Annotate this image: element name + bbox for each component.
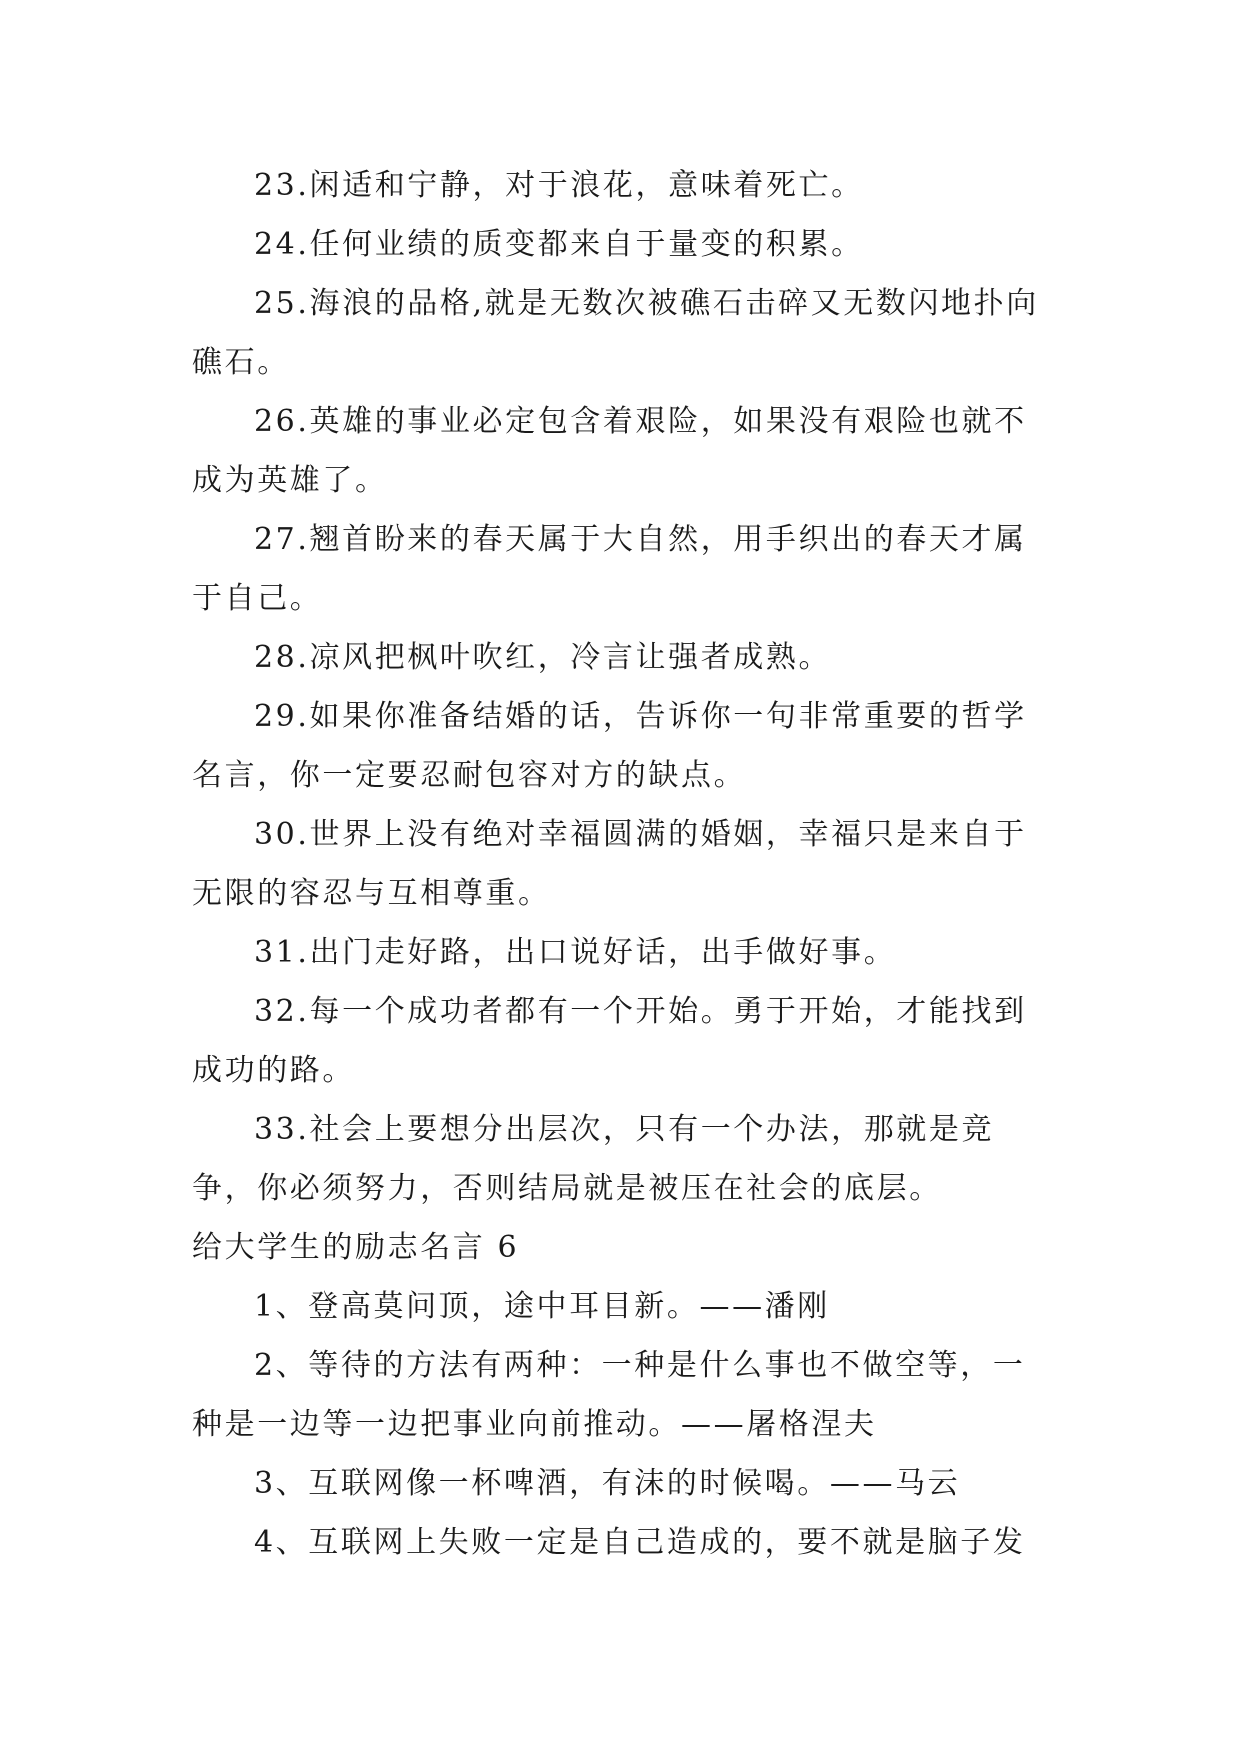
paragraph-27: 27.翘首盼来的春天属于大自然，用手织出的春天才属于自己。 [192,522,1027,616]
paragraph-32: 32.每一个成功者都有一个开始。勇于开始，才能找到成功的路。 [192,994,1027,1088]
paragraph-31: 31.出门走好路，出口说好话，出手做好事。 [254,935,897,970]
paragraph-30: 30.世界上没有绝对幸福圆满的婚姻，幸福只是来自于无限的容忍与互相尊重。 [192,817,1027,911]
quote-1: 1、登高莫问顶，途中耳目新。——潘刚 [254,1289,830,1324]
paragraph-24: 24.任何业绩的质变都来自于量变的积累。 [254,227,864,262]
paragraph-29: 29.如果你准备结婚的话，告诉你一句非常重要的哲学名言，你一定要忍耐包容对方的缺点。 [192,699,1027,793]
paragraph-23: 23.闲适和宁静，对于浪花，意味着死亡。 [254,168,864,203]
paragraph-26: 26.英雄的事业必定包含着艰险，如果没有艰险也就不成为英雄了。 [192,404,1027,498]
document-body [192,156,1052,1572]
quote-2: 2、等待的方法有两种：一种是什么事也不做空等，一种是一边等一边把事业向前推动。——屠格涅夫 [192,1348,1026,1442]
paragraph-28: 28.凉风把枫叶吹红，冷言让强者成熟。 [254,640,832,675]
paragraph-33: 33.社会上要想分出层次，只有一个办法，那就是竞争，你必须努力，否则结局就是被压在社会的底层。 [192,1112,995,1206]
paragraph-25: 25.海浪的品格,就是无数次被礁石击碎又无数闪地扑向礁石。 [192,286,1039,380]
section-heading: 给大学生的励志名言 6 [192,1230,520,1265]
quote-4: 4、互联网上失败一定是自己造成的，要不就是脑子发 [254,1525,1026,1560]
quote-3: 3、互联网像一杯啤酒，有沫的时候喝。——马云 [254,1466,961,1501]
